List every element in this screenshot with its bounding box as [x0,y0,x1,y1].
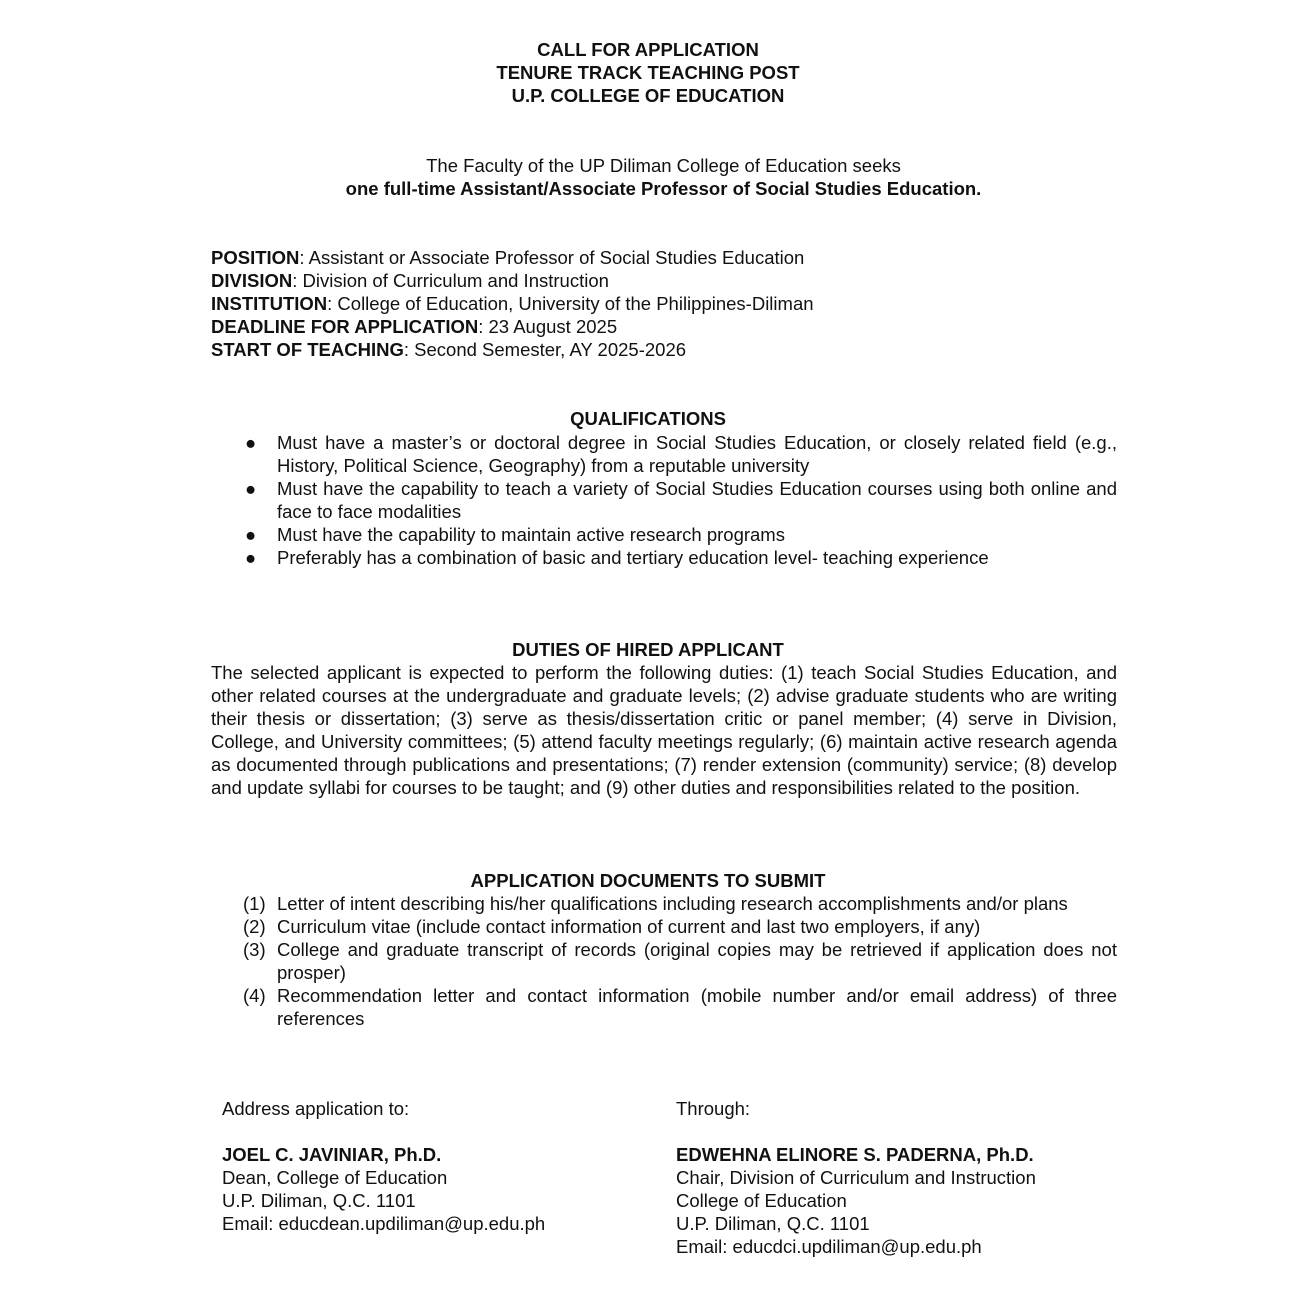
addressee-email: Email: educdean.updiliman@up.edu.ph [222,1213,546,1234]
field-start-of-teaching [211,338,1117,361]
through-intro: Through: [676,1098,751,1119]
field-deadline [211,315,1117,338]
list-item [211,915,1117,938]
documents-heading: APPLICATION DOCUMENTS TO SUBMIT [470,870,826,891]
list-item-text: Preferably has a combination of basic and tertiary education level- teaching experience [277,547,989,568]
field-label: START OF TEACHING [211,339,404,360]
list-item-text: Must have the capability to maintain active research programs [277,524,785,545]
field-division [211,269,1117,292]
address-to-block [222,1097,545,1235]
through-email: Email: educdci.updiliman@up.edu.ph [676,1236,982,1257]
field-value: : Assistant or Associate Professor of Social Studies Education [299,247,805,268]
list-item-text: Recommendation letter and contact information (mobile number and/or email address) of three references [277,985,1117,1029]
field-label: POSITION [211,247,300,268]
through-address: U.P. Diliman, Q.C. 1101 [676,1213,870,1234]
through-name: EDWEHNA ELINORE S. PADERNA, Ph.D. [676,1144,1034,1165]
bullet-icon: ● [245,547,257,568]
list-item-text: Letter of intent describing his/her qualifications including research accomplishments and/or plans [277,893,1068,914]
through-block [676,1097,1036,1258]
field-value: : Division of Curriculum and Instruction [292,270,609,291]
intro-statement [0,154,1296,200]
item-number: (3) [243,939,266,960]
list-item-text: Must have the capability to teach a variety of Social Studies Education courses using both online and face to face modalities [277,478,1117,522]
field-position [211,246,1117,269]
bullet-icon: ● [245,478,257,499]
bullet-icon: ● [245,432,257,453]
title-line-3: U.P. COLLEGE OF EDUCATION [511,85,785,106]
list-item [211,477,1117,523]
field-label: DIVISION [211,270,293,291]
list-item-text: Curriculum vitae (include contact information of current and last two employers, if any) [277,916,981,937]
intro-line-2: one full-time Assistant/Associate Professor of Social Studies Education. [345,178,982,199]
list-item [211,892,1117,915]
field-label: INSTITUTION [211,293,328,314]
field-value: : Second Semester, AY 2025-2026 [403,339,687,360]
duties-heading: DUTIES OF HIRED APPLICANT [512,639,784,660]
addressee-title: Dean, College of Education [222,1167,448,1188]
through-college: College of Education [676,1190,847,1211]
list-item [211,546,1117,569]
field-value: : 23 August 2025 [478,316,618,337]
item-number: (1) [243,893,266,914]
title-line-2: TENURE TRACK TEACHING POST [496,62,800,83]
list-item [211,938,1117,984]
position-details [211,246,1117,361]
documents-list [211,892,1117,1030]
list-item [211,984,1117,1030]
list-item [211,431,1117,477]
addressee-address: U.P. Diliman, Q.C. 1101 [222,1190,416,1211]
field-value: : College of Education, University of the Philippines-Diliman [327,293,814,314]
list-item-text: Must have a master’s or doctoral degree in Social Studies Education, or closely related field (e.g., History, Political Science, Geography) from a reputable university [277,432,1117,476]
bullet-icon: ● [245,524,257,545]
document-title [0,38,1296,107]
item-number: (4) [243,985,266,1006]
duties-paragraph: The selected applicant is expected to perform the following duties: (1) teach Social Studies Education, and other related courses at the undergraduate and graduate levels; (2) advise graduate students who are writing their thesis or dissertation; (3) serve as thesis/dissertation critic or panel member; (4) serve in Division, College, and University committees; (5) attend faculty meetings regularly; (6) maintain active research agenda as documented through publications and presentations; (7) render extension (community) service; (8) develop and update syllabi for courses to be taught; and (9) other duties and responsibilities related to the position. [211,662,1117,798]
field-institution [211,292,1117,315]
address-intro: Address application to: [222,1098,410,1119]
list-item [211,523,1117,546]
title-line-1: CALL FOR APPLICATION [537,39,759,60]
addressee-name: JOEL C. JAVINIAR, Ph.D. [222,1144,442,1165]
list-item-text: College and graduate transcript of records (original copies may be retrieved if application does not prosper) [277,939,1117,983]
item-number: (2) [243,916,266,937]
through-title: Chair, Division of Curriculum and Instruction [676,1167,1036,1188]
qualifications-list [211,431,1117,569]
field-label: DEADLINE FOR APPLICATION [211,316,479,337]
intro-line-1: The Faculty of the UP Diliman College of Education seeks [426,155,901,176]
qualifications-heading: QUALIFICATIONS [570,408,726,429]
